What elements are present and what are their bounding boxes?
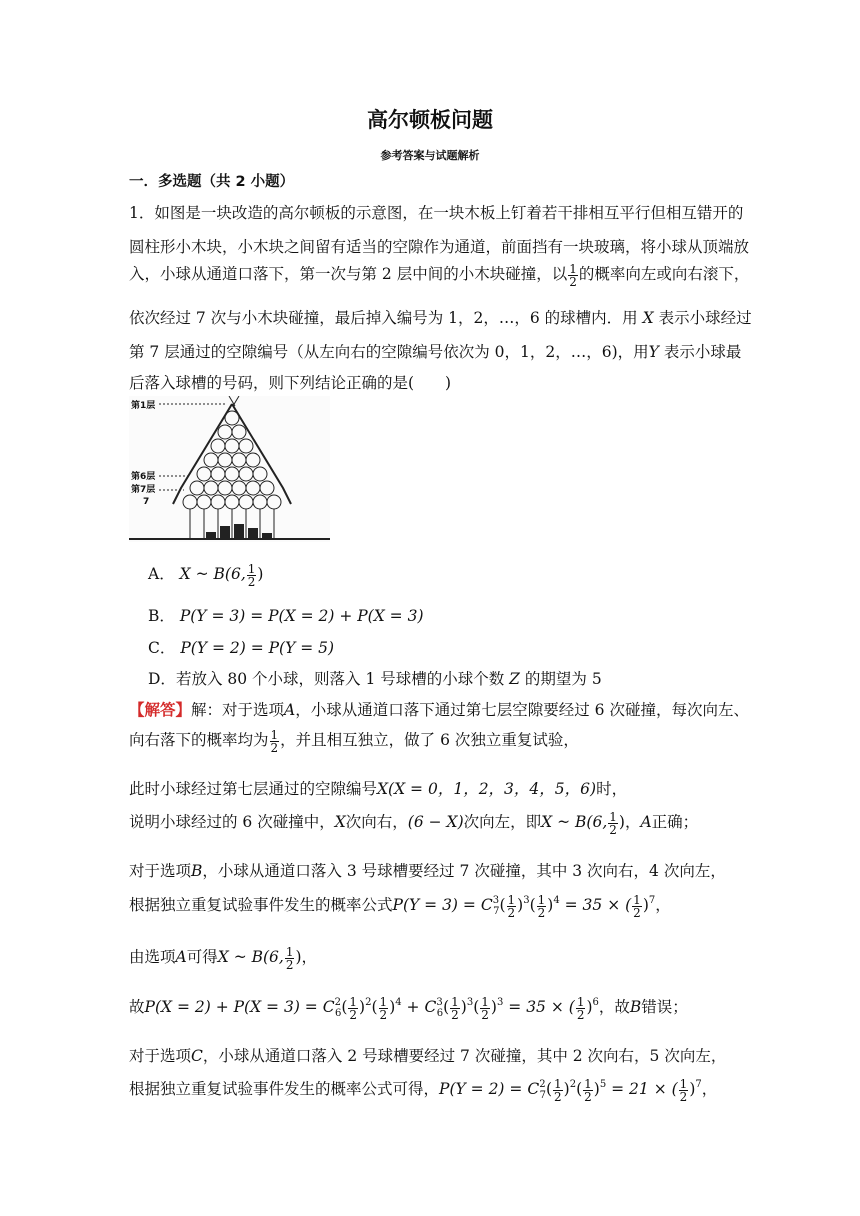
galton-board-figure <box>129 396 330 542</box>
answer-line-8: 故$P(X = 2) + P(X = 3) = C^2_6$( $\frac{1}{2}$ )$^2$( $\frac{1}{2}$ )$^4 + C^3_6$( $\frac{1}{2}$ )$^3$( $\frac{1}{2}$ )$^3$ = 35 × ( $\frac{1}{2}$ )$^6$，故B错误； <box>129 994 688 1022</box>
question-line-3-tail: 的概率向左或向右滚下， <box>578 265 750 283</box>
question-line-1: 1．如图是一块改造的高尔顿板的示意图，在一块木板上钉着若干排相互平行但相互错开的 <box>129 204 744 222</box>
answer-line-6: 根据独立重复试验事件发生的概率公式$P(Y = 3) = C^3_7$( $\frac{1}{2}$ )$^3$( $\frac{1}{2}$ )$^4$ = 35 × ( $\frac{1}{2}$ )$^7$， <box>129 892 671 920</box>
figure-label-layer1: 第1层 <box>131 401 156 411</box>
option-b: B． P(Y = 3) = P(X = 2) + P(X = 3) <box>148 607 424 625</box>
question-line-5: 第 7 层通过的空隙编号（从左向右的空隙编号依次为 0，1，2，…，6)，用Y 表示小球最 <box>129 343 742 361</box>
figure-label-7: 7 <box>143 497 150 507</box>
page-subtitle: 参考答案与试题解析 <box>380 149 480 162</box>
answer-line-3: 此时小球经过第七层通过的空隙编号X(X = 0，1，2，3，4，5，6)时， <box>129 780 628 798</box>
answer-line-9: 对于选项C，小球从通道口落入 2 号球槽要经过 7 次碰撞，其中 2 次向右，5 次向左， <box>129 1047 727 1065</box>
figure-label-layer6: 第6层 <box>131 472 156 482</box>
answer-line-2: 向右落下的概率均为 $\frac{1}{2}$ ，并且相互独立，做了 6 次独立重复试验， <box>129 727 579 755</box>
answer-line-7: 由选项A可得X ~ B(6, $\frac{1}{2}$ )， <box>129 944 318 972</box>
question-line-3 <box>129 262 749 288</box>
page-title: 高尔顿板问题 <box>367 108 493 132</box>
fraction-half: $\frac{1}{2}$ <box>569 261 577 289</box>
section-heading: 一．多选题（共 2 小题） <box>129 174 295 190</box>
option-d: D．若放入 80 个小球，则落入 1 号球槽的小球个数 Z 的期望为 5 <box>148 670 602 688</box>
figure-label-layer7: 第7层 <box>131 485 156 495</box>
question-line-4: 依次经过 7 次与小木块碰撞，最后掉入编号为 1，2，…，6 的球槽内．用 X 表示小球经过 <box>129 309 752 327</box>
answer-line-5: 对于选项B，小球从通道口落入 3 号球槽要经过 7 次碰撞，其中 3 次向右，4 次向左， <box>129 862 726 880</box>
answer-label: 【解答】 <box>129 700 192 719</box>
question-line-6: 后落入球槽的号码，则下列结论正确的是( ) <box>129 374 452 392</box>
question-line-2: 圆柱形小木块，小木块之间留有适当的空隙作为通道，前面挡有一块玻璃，将小球从顶端放 <box>129 238 750 256</box>
answer-line-1: 【解答】解：对于选项A，小球从通道口落下通过第七层空隙要经过 6 次碰撞，每次向左、 <box>129 700 749 719</box>
option-a: A． X ~ B(6, $\frac{1}{2}$ ) <box>148 561 264 589</box>
answer-line-4: 说明小球经过的 6 次碰撞中，X次向右，(6 − X)次向左，即X ~ B(6, $\frac{1}{2}$ )，A正确； <box>129 809 699 837</box>
option-c: C． P(Y = 2) = P(Y = 5) <box>148 639 335 657</box>
answer-line-10: 根据独立重复试验事件发生的概率公式可得，$P(Y = 2) = C^2_7$( $\frac{1}{2}$ )$^2$( $\frac{1}{2}$ )$^5$ = 21 × ( $\frac{1}{2}$ )$^7$， <box>129 1076 718 1104</box>
question-line-3-text: 入，小球从通道口落下，第一次与第 2 层中间的小木块碰撞，以 <box>129 265 568 283</box>
